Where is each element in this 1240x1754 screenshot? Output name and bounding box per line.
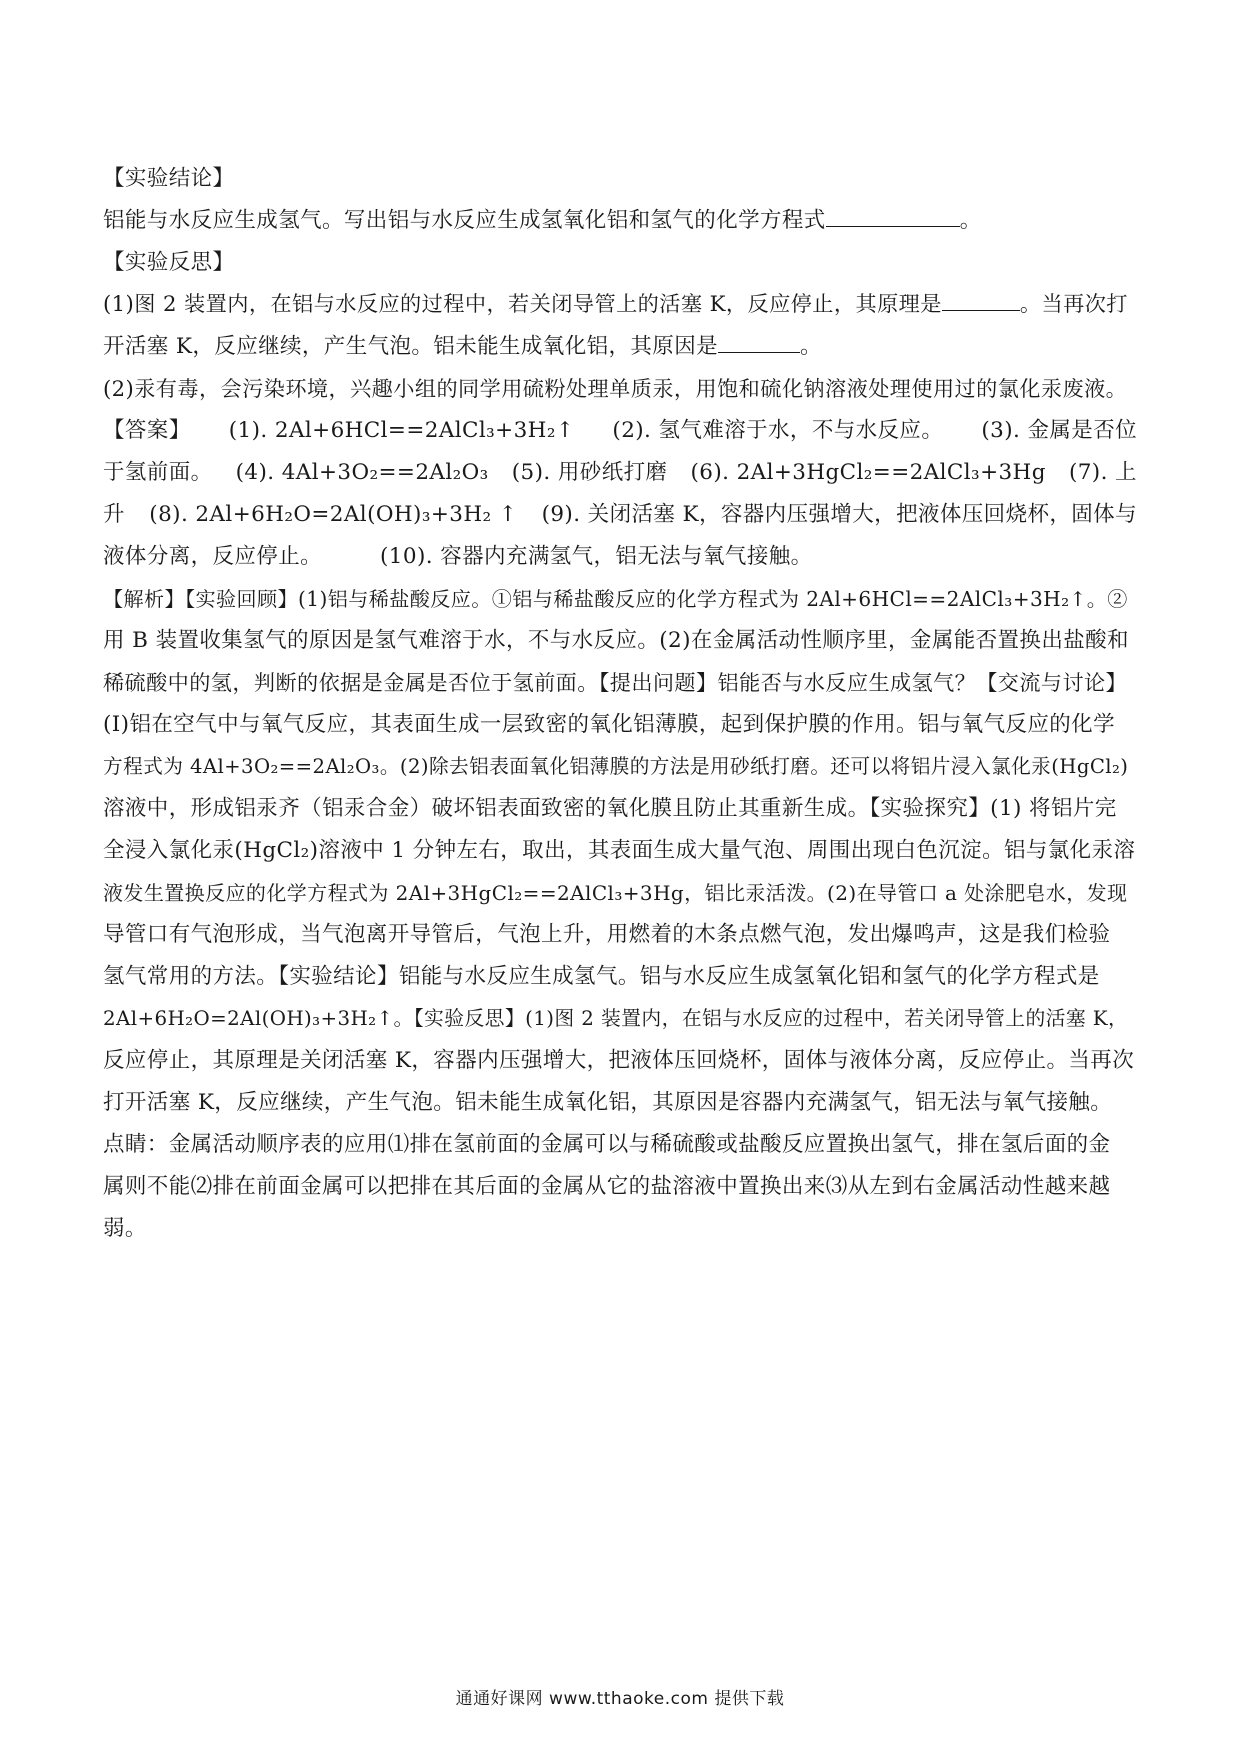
answer-item: (8). 2Al+6H₂O=2Al(OH)₃+3H₂ ↑: [149, 502, 518, 527]
answer-line: [103, 494, 1137, 536]
answer-blank: [826, 200, 960, 227]
analysis-line: 稀硫酸中的氢，判断的依据是金属是否位于氢前面。【提出问题】铝能否与水反应生成氢气？【交流与讨论】: [103, 670, 1128, 695]
document-body: [103, 158, 1137, 1250]
page-footer: 通通好课网 www.tthaoke.com 提供下载: [455, 1689, 785, 1709]
analysis-line: 全浸入氯化汞(HgCl₂)溶液中 1 分钟左右，取出，其表面生成大量气泡、周围出现白色沉淀。铝与氯化汞溶: [103, 838, 1136, 863]
reflection-1-text-end: 。: [800, 334, 822, 359]
analysis-line: (I)铝在空气中与氧气反应，其表面生成一层致密的氧化铝薄膜，起到保护膜的作用。铝与氧气反应的化学: [103, 712, 1115, 737]
conclusion-text-end: 。: [959, 208, 982, 233]
answer-item: (4). 4Al+3O₂==2Al₂O₃: [235, 460, 489, 485]
answer-item: (10). 容器内充满氢气，铝无法与氧气接触。: [380, 544, 813, 569]
answer-item: (3). 金属是否位: [981, 418, 1137, 443]
analysis-line: 导管口有气泡形成，当气泡离开导管后，气泡上升，用燃着的木条点燃气泡，发出爆鸣声，这是我们检验: [103, 922, 1111, 947]
reflection-1-text-cont: 。当再次打: [1019, 292, 1128, 317]
answer-item: (9). 关闭活塞 K，容器内压强增大，把液体压回烧杯，固体与: [541, 502, 1137, 527]
answer-item: (6). 2Al+3HgCl₂==2AlCl₃+3Hg: [690, 460, 1046, 485]
analysis-line: 【解析】【实验回顾】(1)铝与稀盐酸反应。①铝与稀盐酸反应的化学方程式为 2Al+6HCl==2AlCl₃+3H₂↑。②: [103, 587, 1128, 611]
analysis-line: 液发生置换反应的化学方程式为 2Al+3HgCl₂==2AlCl₃+3Hg，铝比汞活泼。(2)在导管口 a 处涂肥皂水，发现: [103, 881, 1128, 905]
conclusion-text: 铝能与水反应生成氢气。写出铝与水反应生成氢氧化铝和氢气的化学方程式: [103, 208, 826, 233]
tip-line: 属则不能⑵排在前面金属可以把排在其后面的金属从它的盐溶液中置换出来⑶从左到右金属活动性越来越: [103, 1174, 1111, 1199]
answer-label: 【答案】: [103, 418, 191, 443]
answer-item: (2). 氢气难溶于水，不与水反应。: [612, 418, 944, 443]
conclusion-heading: 【实验结论】: [103, 166, 235, 191]
answer-item: 于氢前面。: [103, 460, 213, 485]
answer-line: [103, 410, 1137, 452]
answer-item: (1). 2Al+6HCl==2AlCl₃+3H₂↑: [228, 418, 575, 443]
answer-item: 液体分离，反应停止。: [103, 544, 323, 569]
analysis-line: 打开活塞 K，反应继续，产生气泡。铝未能生成氧化铝，其原因是容器内充满氢气，铝无法与氧气接触。: [103, 1090, 1113, 1115]
reflection-1-text-2: 开活塞 K，反应继续，产生气泡。铝未能生成氧化铝，其原因是: [103, 334, 718, 359]
tip-line: 弱。: [103, 1216, 147, 1241]
answer-blank: [942, 284, 1020, 311]
answer-line: [103, 536, 1137, 578]
conclusion-question: [103, 200, 1137, 242]
reflection-1-line-2: [103, 326, 1137, 368]
analysis-line: 反应停止，其原理是关闭活塞 K，容器内压强增大，把液体压回烧杯，固体与液体分离，反应停止。当再次: [103, 1048, 1135, 1073]
analysis-line: 溶液中，形成铝汞齐（铝汞合金）破坏铝表面致密的氧化膜且防止其重新生成。【实验探究】(1) 将铝片完: [103, 796, 1117, 821]
answer-line: [103, 452, 1137, 494]
answer-blank: [718, 326, 800, 353]
answer-item: (7). 上: [1068, 460, 1137, 485]
reflection-heading: 【实验反思】: [103, 250, 235, 275]
reflection-1-text: (1)图 2 装置内，在铝与水反应的过程中，若关闭导管上的活塞 K，反应停止，其原理是: [103, 292, 942, 317]
answer-item: (5). 用砂纸打磨: [511, 460, 668, 485]
analysis-line: 2Al+6H₂O=2Al(OH)₃+3H₂↑。【实验反思】(1)图 2 装置内，在铝与水反应的过程中，若关闭导管上的活塞 K，: [103, 1007, 1129, 1030]
analysis-line: 氢气常用的方法。【实验结论】铝能与水反应生成氢气。铝与水反应生成氢氧化铝和氢气的化学方程式是: [103, 964, 1100, 989]
analysis-line: 用 B 装置收集氢气的原因是氢气难溶于水，不与水反应。(2)在金属活动性顺序里，金属能否置换出盐酸和: [103, 628, 1129, 653]
analysis-line: 方程式为 4Al+3O₂==2Al₂O₃。(2)除去铝表面氧化铝薄膜的方法是用砂纸打磨。还可以将铝片浸入氯化汞(HgCl₂): [103, 755, 1129, 778]
tip-line: 点睛：金属活动顺序表的应用⑴排在氢前面的金属可以与稀硫酸或盐酸反应置换出氢气，排在氢后面的金: [103, 1132, 1111, 1157]
reflection-1-line-1: [103, 284, 1137, 326]
answer-item: 升: [103, 502, 125, 527]
reflection-2: (2)汞有毒，会污染环境，兴趣小组的同学用硫粉处理单质汞，用饱和硫化钠溶液处理使用过的氯化汞废液。: [103, 376, 1128, 401]
